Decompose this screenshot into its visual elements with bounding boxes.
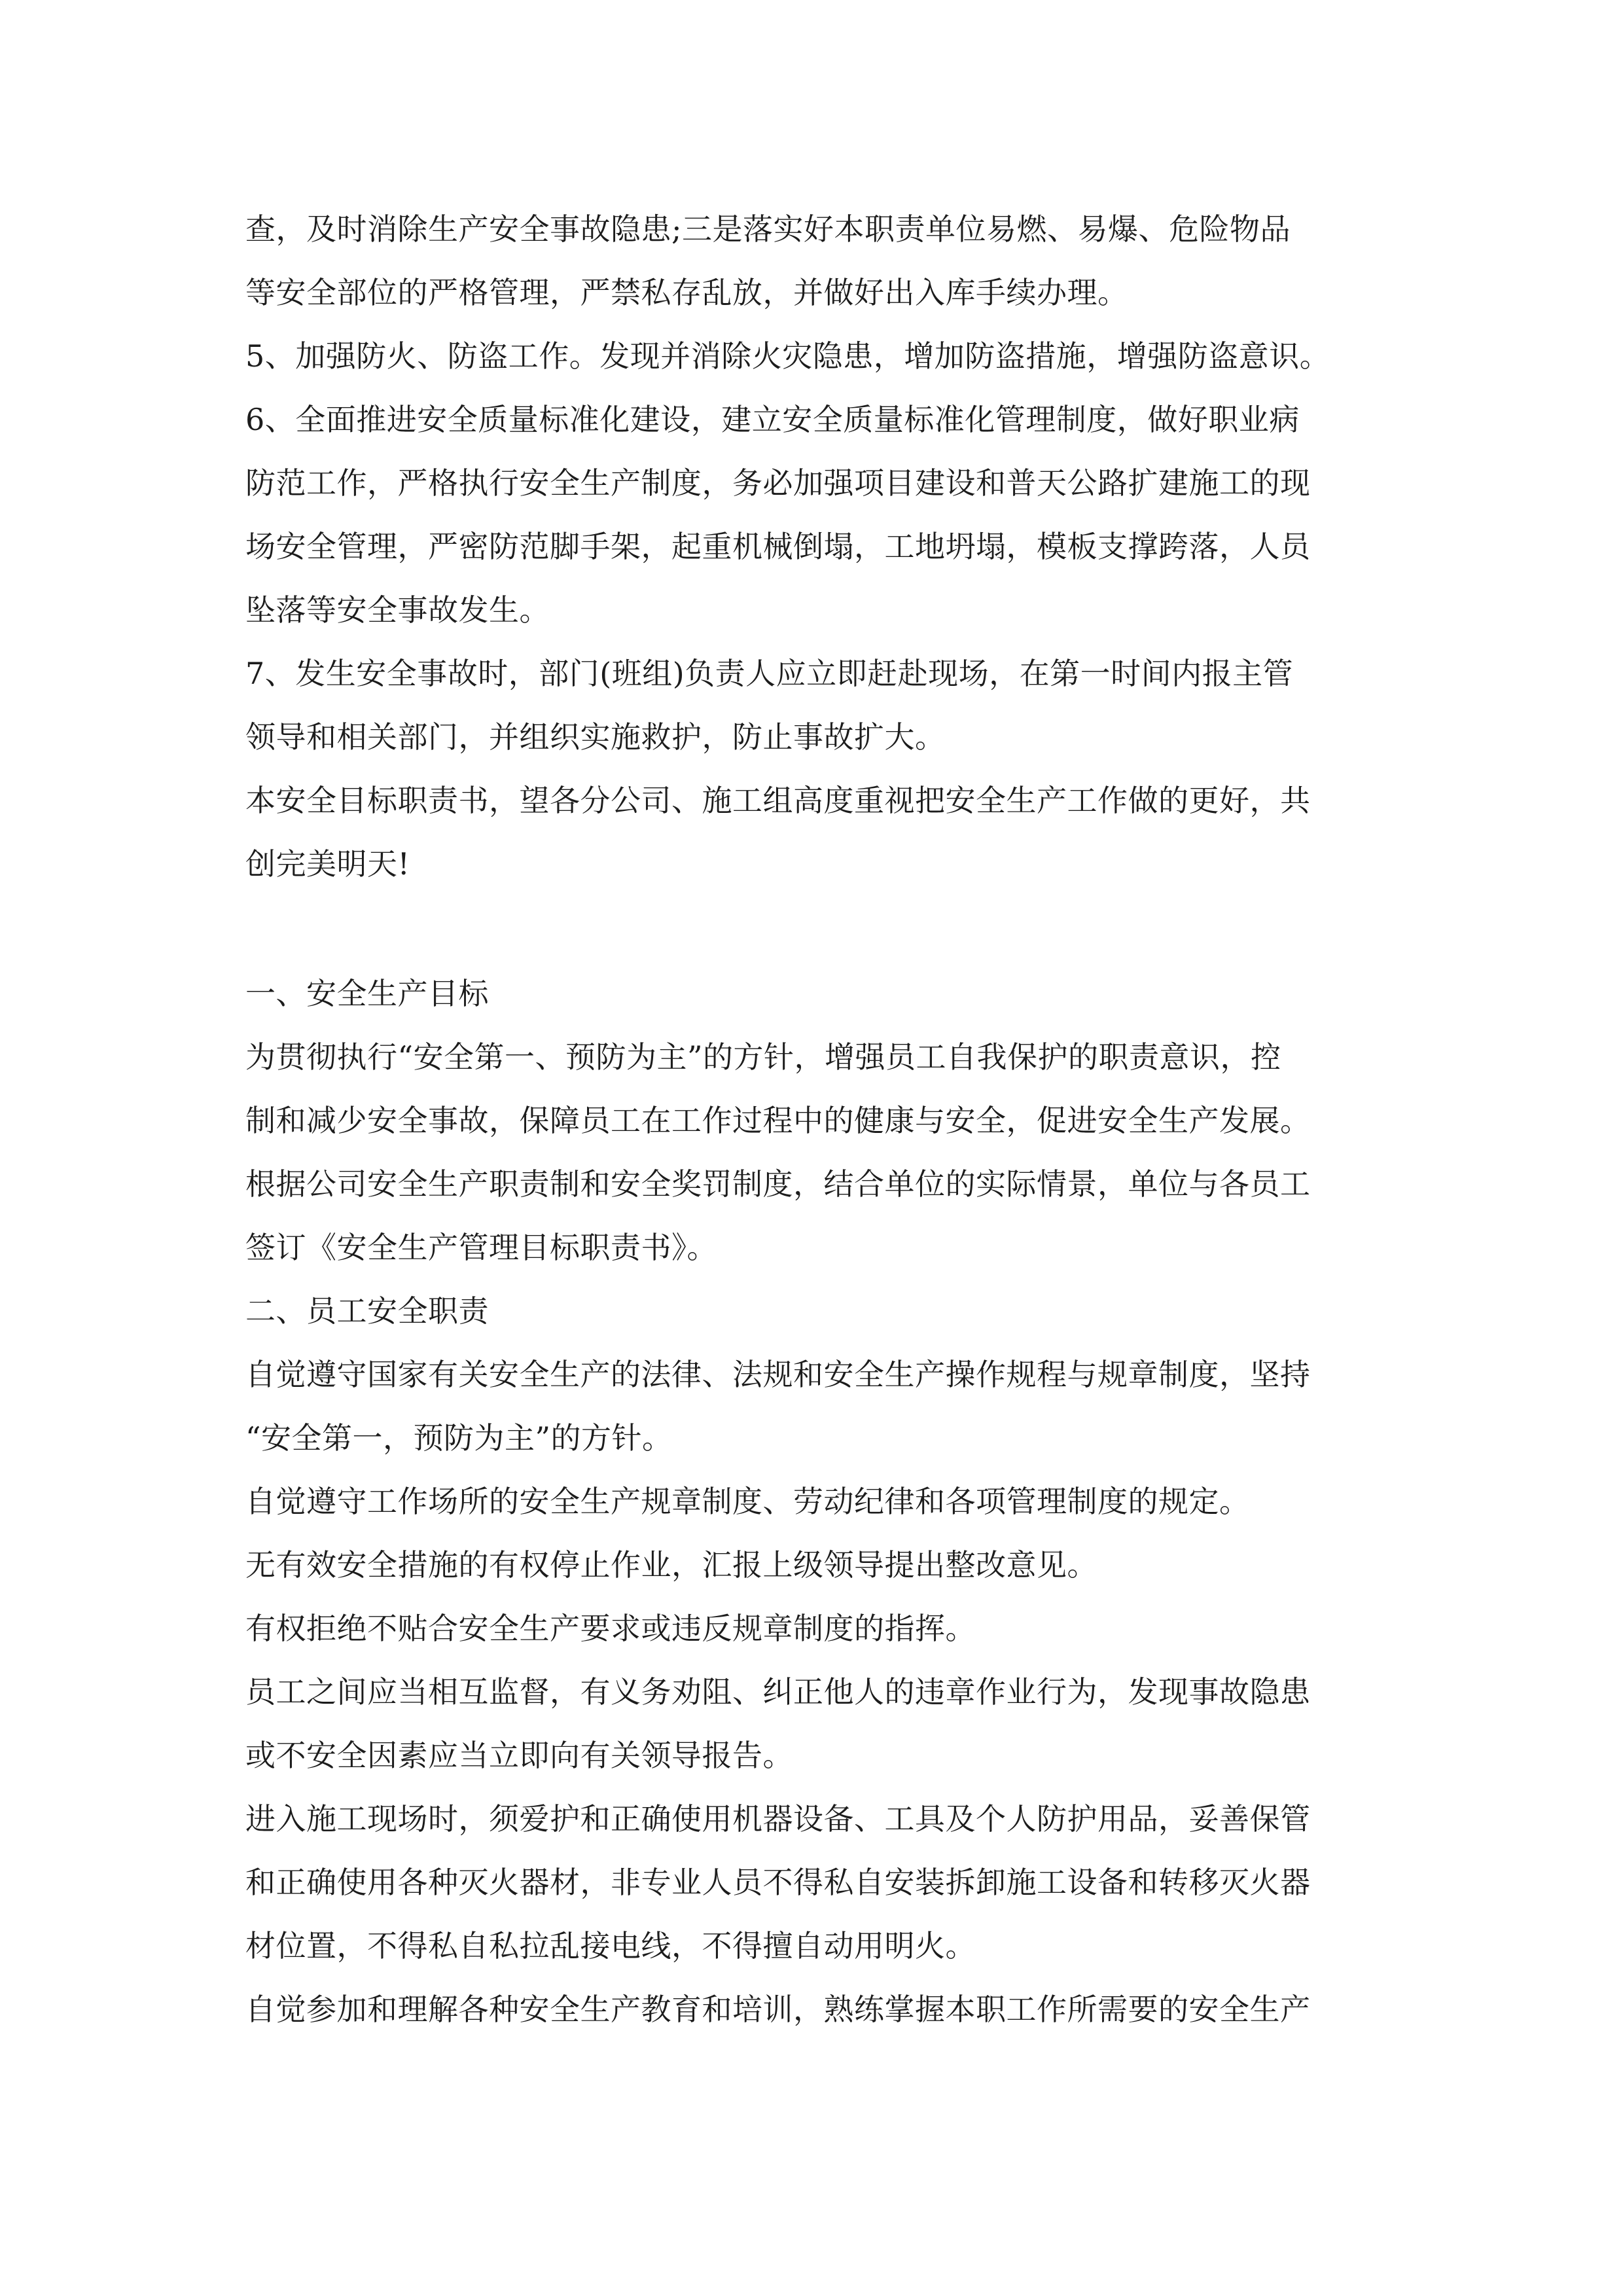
text-line: 材位置，不得私自私拉乱接电线，不得擅自动用明火。 [245, 1928, 976, 1964]
text-line: 查，及时消除生产安全事故隐患;三是落实好本职责单位易燃、易爆、危险物品 [245, 211, 1291, 247]
text-line: 创完美明天! [245, 846, 410, 882]
text-line: 有权拒绝不贴合安全生产要求或违反规章制度的指挥。 [245, 1611, 976, 1646]
text-line: 本安全目标职责书，望各分公司、施工组高度重视把安全生产工作做的更好，共 [245, 783, 1311, 818]
text-line: 6、全面推进安全质量标准化建设，建立安全质量标准化管理制度，做好职业病 [245, 402, 1300, 437]
text-line: 领导和相关部门，并组织实施救护，防止事故扩大。 [245, 719, 946, 755]
text-line: 和正确使用各种灭火器材，非专业人员不得私自安装拆卸施工设备和转移灭火器 [245, 1865, 1311, 1900]
text-line: 自觉遵守国家有关安全生产的法律、法规和安全生产操作规程与规章制度，坚持 [245, 1357, 1311, 1392]
text-line: 签订《安全生产管理目标职责书》。 [245, 1230, 717, 1265]
body-text-upper [245, 198, 1391, 896]
text-line: 场安全管理，严密防范脚手架，起重机械倒塌，工地坍塌，模板支撑跨落，人员 [245, 529, 1311, 564]
text-line: 员工之间应当相互监督，有义务劝阻、纠正他人的违章作业行为，发现事故隐患 [245, 1674, 1311, 1710]
text-line: “安全第一，预防为主”的方针。 [245, 1420, 673, 1456]
text-line: 防范工作，严格执行安全生产制度，务必加强项目建设和普天公路扩建施工的现 [245, 465, 1311, 501]
text-line: 进入施工现场时，须爱护和正确使用机器设备、工具及个人防护用品，妥善保管 [245, 1801, 1311, 1837]
text-line: 制和减少安全事故，保障员工在工作过程中的健康与安全，促进安全生产发展。 [245, 1103, 1311, 1138]
text-line: 无有效安全措施的有权停止作业，汇报上级领导提出整改意见。 [245, 1547, 1097, 1583]
text-line: 自觉遵守工作场所的安全生产规章制度、劳动纪律和各项管理制度的规定。 [245, 1484, 1250, 1519]
section-heading: 一、安全生产目标 [245, 976, 489, 1011]
text-line: 或不安全因素应当立即向有关领导报告。 [245, 1738, 793, 1773]
text-line: 坠落等安全事故发生。 [245, 592, 550, 628]
text-line: 等安全部位的严格管理，严禁私存乱放，并做好出入库手续办理。 [245, 275, 1128, 310]
text-line: 5、加强防火、防盗工作。发现并消除火灾隐患，增加防盗措施，增强防盗意识。 [245, 338, 1330, 374]
text-line: 根据公司安全生产职责制和安全奖罚制度，结合单位的实际情景，单位与各员工 [245, 1166, 1311, 1202]
body-text-lower [245, 962, 1391, 2041]
text-line: 7、发生安全事故时，部门(班组)负责人应立即赶赴现场，在第一时间内报主管 [245, 656, 1294, 691]
section-heading: 二、员工安全职责 [245, 1293, 489, 1329]
text-line: 为贯彻执行“安全第一、预防为主”的方针，增强员工自我保护的职责意识，控 [245, 1039, 1281, 1075]
text-line: 自觉参加和理解各种安全生产教育和培训，熟练掌握本职工作所需要的安全生产 [245, 1992, 1311, 2027]
